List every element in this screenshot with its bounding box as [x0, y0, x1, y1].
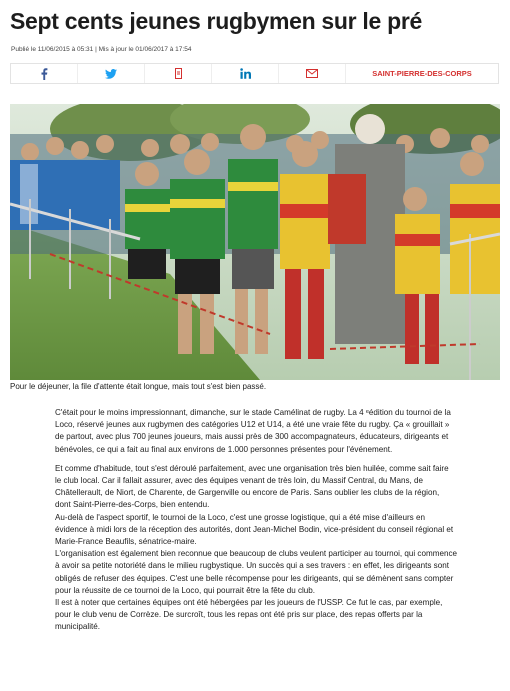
- linkedin-icon: [240, 68, 251, 79]
- paragraph: C'était pour le moins impressionnant, dimanche, sur le stade Camélinat de rugby. La 4 ᵉédition du tournoi de la Loco, réservé jeunes aux rugbymen des catégories U12 et U14, a été une vraie fête du rugby. Ça « grouillait » de partout, avec plus 700 jeunes joueurs, mais aussi près de 300 accompagnateurs, éducateurs, dirigeants et bénévoles, ce qui a fait au final aux environs de 1.000 personnes présentes pour l'événement.: [55, 408, 451, 454]
- paragraph: Et comme d'habitude, tout s'est déroulé parfaitement, avec une organisation très bien huilée, comme sait faire le club local. Car il fallait assurer, avec des équipes venant de très loin, du Massif Central, du Mans, de Châtellerault, de Niort, de Charente, de Gargenville ou encore de Paris. Sans oublier les clubs de la région, dont Saint-Pierre-des-Corps, bien entendu.: [55, 463, 449, 510]
- location-tag-link[interactable]: SAINT-PIERRE-DES-CORPS: [345, 64, 498, 83]
- rugby-crowd-photo: [10, 104, 500, 380]
- article-title: Sept cents jeunes rugbymen sur le pré: [10, 8, 422, 34]
- print-button[interactable]: [144, 64, 211, 83]
- paragraph: Au-delà de l'aspect sportif, le tournoi de la Loco, c'est une grosse logistique, qui a été mise d'ailleurs en évidence à midi lors de la réception des autorités, dont Jean-Michel Bodin, vice-président du conseil régional et Marie-France Beaufils, sénatrice-maire.: [55, 512, 454, 547]
- article-photo: [10, 104, 500, 380]
- share-facebook-button[interactable]: [11, 64, 77, 83]
- share-email-button[interactable]: [278, 64, 345, 83]
- share-bar: [10, 63, 499, 84]
- facebook-icon: [40, 68, 48, 80]
- share-linkedin-button[interactable]: [211, 64, 278, 83]
- print-icon: [174, 68, 183, 79]
- share-twitter-button[interactable]: [77, 64, 144, 83]
- paragraph: Il est à noter que certaines équipes ont été hébergées par les joueurs de l'USSP. Ce fut le cas, par exemple, pour le club venu de Corrèze. De surcroît, tous les repas ont été pris sur place, des repas offerts par la municipalité.: [55, 598, 443, 632]
- photo-caption: Pour le déjeuner, la file d'attente était longue, mais tout s'est bien passé.: [10, 382, 267, 391]
- twitter-icon: [105, 69, 117, 79]
- article-body: [55, 407, 457, 634]
- publication-meta: Publié le 11/06/2015 à 05:31 | Mis à jour le 01/06/2017 à 17:54: [11, 46, 192, 53]
- email-icon: [306, 69, 318, 78]
- paragraph: L'organisation est également bien reconnue que beaucoup de clubs veulent participer au tournoi, qui commence à avoir sa petite notoriété dans le milieu rugbystique. Un succès qui a ses travers : en effet, les dirigeants sont obligés de refuser des équipes. C'est une belle récompense pour les dirigeants, qui se démènent sans compter pour la réussite de ce tournoi de la Loco, qui pourrait être la fête du club.: [55, 549, 458, 595]
